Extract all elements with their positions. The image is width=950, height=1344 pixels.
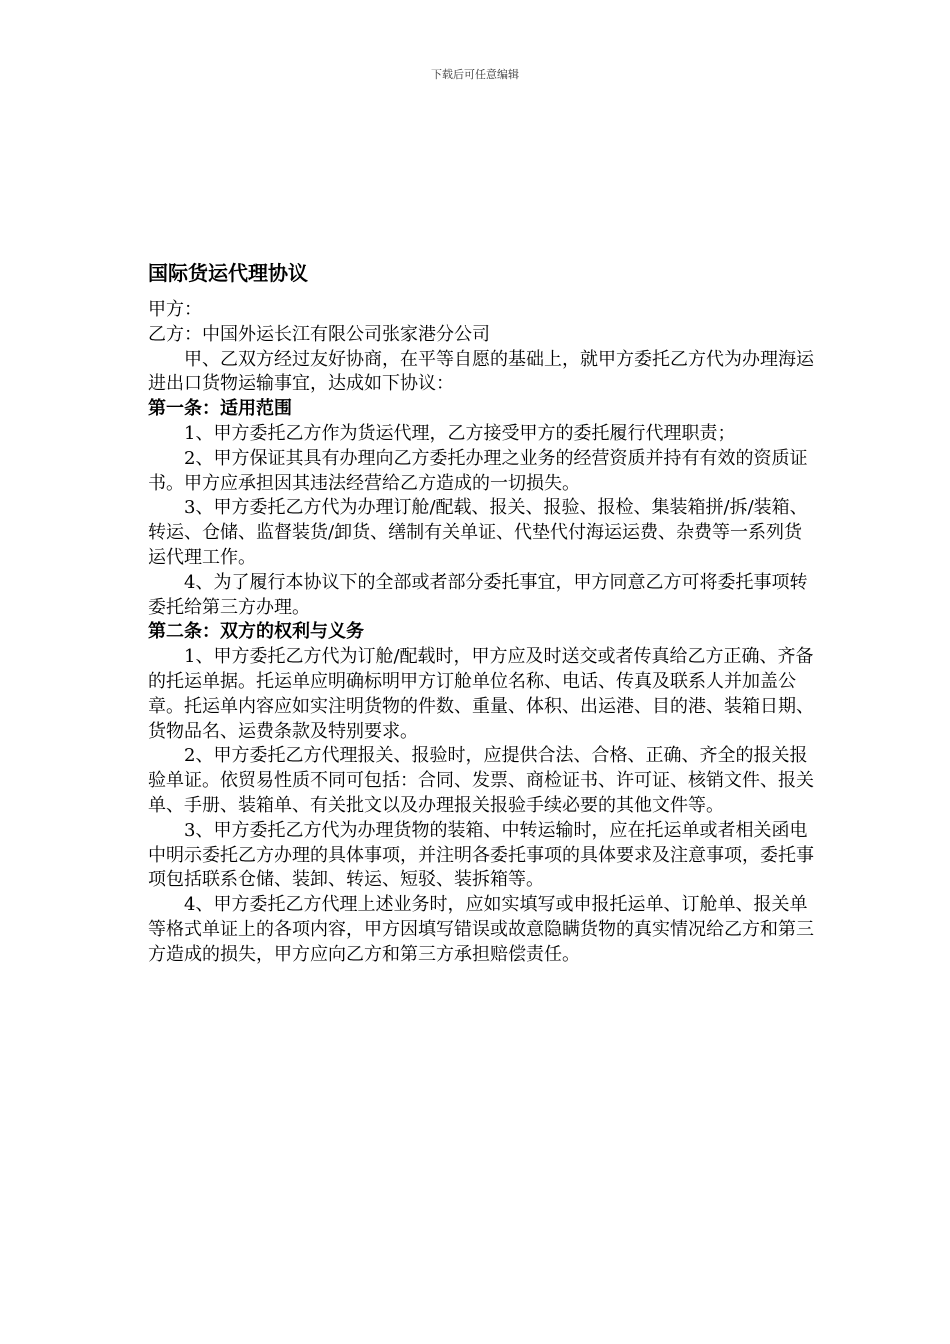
article-2-heading: 第二条：双方的权利与义务 <box>148 621 364 643</box>
party-b-line: 乙方：中国外运长江有限公司张家港分公司 <box>148 323 490 345</box>
agreement-document <box>148 258 818 968</box>
article-2-clause-4: 4、甲方委托乙方代理上述业务时，应如实填写或申报托运单、订舱单、报关单等格式单证上的各项内容，甲方因填写错误或故意隐瞒货物的真实情况给乙方和第三方造成的损失，甲方应向乙方和第三方承担赔偿责任。 <box>148 894 814 965</box>
article-1-heading: 第一条：适用范围 <box>148 398 292 420</box>
article-2-clause-1: 1、甲方委托乙方代为订舱/配载时，甲方应及时送交或者传真给乙方正确、齐备的托运单据。托运单应明确标明甲方订舱单位名称、电话、传真及联系人并加盖公章。托运单内容应如实注明货物的件数、重量、体积、出运港、目的港、装箱日期、货物品名、运费条款及特别要求。 <box>148 646 814 742</box>
article-2-clause-2: 2、甲方委托乙方代理报关、报验时，应提供合法、合格、正确、齐全的报关报验单证。依贸易性质不同可包括：合同、发票、商检证书、许可证、核销文件、报关单、手册、装箱单、有关批文以及办理报关报验手续必要的其他文件等。 <box>148 745 814 816</box>
page-header-note: 下载后可任意编辑 <box>431 68 519 81</box>
preamble-paragraph: 甲、乙双方经过友好协商，在平等自愿的基础上，就甲方委托乙方代为办理海运进出口货物运输事宜，达成如下协议： <box>148 348 814 395</box>
party-a-line: 甲方： <box>148 299 202 320</box>
article-1-clause-1: 1、甲方委托乙方作为货运代理，乙方接受甲方的委托履行代理职责； <box>184 422 736 444</box>
document-title: 国际货运代理协议 <box>148 261 308 285</box>
article-1-clause-4: 4、为了履行本协议下的全部或者部分委托事宜，甲方同意乙方可将委托事项转委托给第三方办理。 <box>148 571 808 618</box>
article-1-clause-2: 2、甲方保证其具有办理向乙方委托办理之业务的经营资质并持有有效的资质证书。甲方应承担因其违法经营给乙方造成的一切损失。 <box>148 447 808 494</box>
article-2-clause-3: 3、甲方委托乙方代为办理货物的装箱、中转运输时，应在托运单或者相关函电中明示委托乙方办理的具体事项，并注明各委托事项的具体要求及注意事项，委托事项包括联系仓储、装卸、转运、短驳、装拆箱等。 <box>148 819 814 891</box>
article-1-clause-3: 3、甲方委托乙方代为办理订舱/配载、报关、报验、报检、集装箱拼/拆/装箱、转运、仓储、监督装货/卸货、缮制有关单证、代垫代付海运运费、杂费等一系列货运代理工作。 <box>148 497 808 568</box>
